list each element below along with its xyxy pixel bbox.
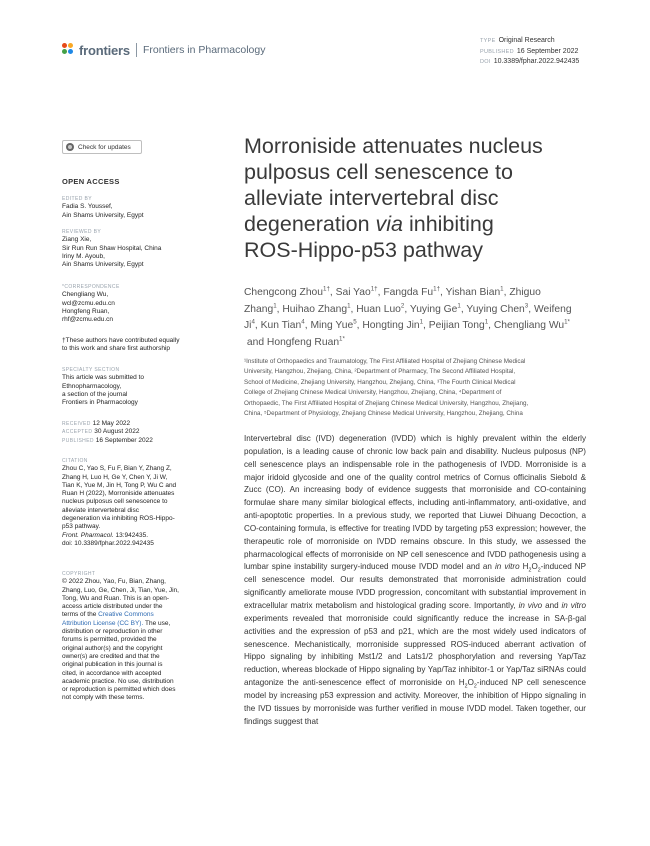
abstract-body: Intervertebral disc (IVD) degeneration (IVDD) which is highly prevalent within the elderly population, is a leading cause of chronic low back pain and disability. Nucleus pulposus (NP) cell senescence plays an indispensable role in the pathogenesis of IVDD. Morroniside is a major iridoid glycoside and one of the quality control metrics of Cornus officinalis Siebold & Zucc (CO). An increasing body of evidence suggests that morroniside and CO-containing formulae share many similar biological effects, including anti-inflammatory, anti-oxidative, and anti-apoptotic properties. In a previous study, we reported that Liuwei Dihuang Decoction, a CO-containing formula, is effective for treating IVDD by targeting p53 expression; however, the therapeutic role of morroniside on IVDD remains obscure. In this study, we assessed the pharmacological effects of morroniside on NP cell senescence and IVDD pathogenesis using a lumbar spine instability surgery-induced mouse IVDD model and an in vitro $H_2O_2$-induced NP cell senescence model. Our results demonstrated that morroniside administration could significantly ameliorate mouse IVDD progression, concomitant with substantial improvement in extracellular matrix metabolism and histological grading score. Importantly, in vivo and in vitro experiments revealed that morroniside could significantly reduce the increase in SA-β-gal activities and the expression of p53 and p21, which are the most widely used indicators of senescence. Mechanistically, morroniside suppressed ROS-induced aberrant activation of Hippo signaling by inhibiting Mst1/2 and Lats1/2 phosphorylation and reversing Yap/Taz reduction, whereas blockade of Hippo signaling by Yap/Taz inhibitor-1 or Yap/Taz siRNAs could antagonize the anti-senescence effect of morroniside on $H_2O_2$-induced NP cell senescence model by increasing p53 expression and activity. Moreover, the inhibition of Hippo signaling in the IVD tissues by morroniside was further verified in mouse IVDD model. Taken together, our findings suggest that xyxy=(244,434,586,726)
author-name[interactable]: Yuying Chen xyxy=(466,303,525,315)
author-separator: , xyxy=(254,320,261,332)
author-separator: , xyxy=(460,303,467,315)
logo-dot-1 xyxy=(62,43,67,48)
author-affiliation-marker: 4 xyxy=(301,318,305,326)
author-name[interactable]: Hongfeng Ruan xyxy=(266,336,340,348)
author-affiliation-marker: 1 xyxy=(347,302,351,310)
author-name[interactable]: Huihao Zhang xyxy=(282,303,348,315)
author-name[interactable]: Fangda Fu xyxy=(383,287,434,298)
meta-type: TYPE Original Research xyxy=(480,37,555,44)
check-updates-icon xyxy=(66,143,74,151)
author-separator: , xyxy=(423,320,429,332)
author-name[interactable]: Yuying Ge xyxy=(409,303,458,315)
author-affiliation-marker: 2 xyxy=(400,302,405,310)
open-access-label: OPEN ACCESS xyxy=(62,177,120,186)
author-name[interactable]: Yishan Bian xyxy=(445,287,501,298)
meta-doi[interactable]: DOI 10.3389/fphar.2022.942435 xyxy=(480,58,580,65)
author-affiliation-marker: 5 xyxy=(353,318,357,326)
author-name[interactable]: Sai Yao xyxy=(335,287,371,298)
author-affiliation-marker: 1† xyxy=(433,285,441,293)
author-affiliation-marker: 1† xyxy=(370,285,378,293)
logo-dot-4 xyxy=(68,49,73,54)
author-affiliation-marker: 1 xyxy=(419,318,424,326)
author-separator: , xyxy=(404,303,410,315)
check-for-updates-button[interactable] xyxy=(62,140,142,154)
citation-section: CITATION Zhou C, Yao S, Fu F, Bian Y, Zhang Z, Zhang H, Luo H, Ge Y, Chen Y, Ji W, Tian K, Yue M, Jin H, Tong P, Wu C and Ruan H (2022), Morroniside attenuates nucleus pulposus cell senescence to alleviate intervertebral disc degeneration via inhibiting ROS-Hippo- p53 pathway. Front. Pharmacol. 13:942435. doi: 10.3389/fphar.2022.942435 xyxy=(62,457,207,548)
frontiers-logo[interactable] xyxy=(62,42,266,58)
edited-by-section: EDITED BY Fadia S. Youssef, Ain Shams University, Egypt xyxy=(62,196,144,219)
license-link-cont[interactable]: Attribution License (CC BY). xyxy=(62,619,144,627)
author-affiliation-marker: 1† xyxy=(323,285,330,293)
author-affiliation-marker: 1* xyxy=(564,318,570,326)
author-separator: , xyxy=(377,287,384,298)
logo-text: frontiers xyxy=(79,42,130,58)
author-separator: , xyxy=(488,320,494,332)
reviewed-by-section: REVIEWED BY Ziang Xie, Sir Run Run Shaw Hospital, China Iriny M. Ayoub, Ain Shams University, Egypt xyxy=(62,229,162,269)
copyright-section: COPYRIGHT © 2022 Zhou, Yao, Fu, Bian, Zhang, Zhang, Luo, Ge, Chen, Ji, Tian, Yue, Jin, Tong, Wu and Ruan. This is an open- access article distributed under the terms of the Creative Commons Attribution License (CC BY). The use, distribution or reproduction in other forums is permitted, provided the original author(s) and the copyright owner(s) are credited and that the original publication in this journal is cited, in accordance with accepted academic practice. No use, distribution or reproduction is permitted which does not comply with these terms. xyxy=(62,571,179,702)
author-separator: , xyxy=(440,287,446,298)
logo-dot-3 xyxy=(62,49,67,54)
author-name[interactable]: Huan Luo xyxy=(356,303,401,315)
check-updates-label: Check for updates xyxy=(78,143,131,151)
affiliations: ¹Institute of Orthopaedics and Traumatology, The First Affiliated Hospital of Zhejiang Chinese Medical University, Hangzhou, Zhejiang, China, ²Department of Pharmacy, The Second Affiliated Hospital, School of Medicine, Zhejiang University, Hangzhou, Zhejiang, China, ³The Fourth Clinical Medical College of Zhejiang Chinese Medical University, Hangzhou, Zhejiang, China, ⁴Department of Orthopaedic, The First Affiliated Hospital of Zhejiang Chinese Medical University, Hangzhou, Zhejiang, China, ⁵Department of Physiology, Zhejiang Chinese Medical University, Hangzhou, Zhejiang, China xyxy=(244,358,529,418)
correspondence-email-1[interactable]: wcl@zcmu.edu.cn xyxy=(62,299,115,307)
author-name[interactable]: Zhiguo Zhang xyxy=(244,287,541,315)
author-affiliation-marker: 3 xyxy=(524,302,529,310)
author-separator: , xyxy=(276,303,283,315)
abstract xyxy=(244,433,586,728)
author-affiliation-marker: 1 xyxy=(457,302,461,310)
correspondence-section: *CORRESPONDENCE Chengliang Wu, wcl@zcmu.edu.cn Hongfeng Ruan, rhf@zcmu.edu.cn xyxy=(62,283,207,324)
author-separator: , xyxy=(304,320,311,332)
author-name[interactable]: Weifeng Ji xyxy=(244,303,572,332)
equal-contribution-note: †These authors have contributed equally to this work and share first authorship xyxy=(62,337,180,353)
article-meta xyxy=(480,36,579,68)
author-separator: , xyxy=(528,303,534,315)
author-affiliation-marker: 1 xyxy=(484,318,489,326)
meta-published: PUBLISHED 16 September 2022 xyxy=(480,47,579,55)
citation-doi[interactable]: doi: 10.3389/fphar.2022.942435 xyxy=(62,539,154,547)
author-name[interactable]: Ming Yue xyxy=(310,320,354,332)
author-affiliation-marker: 1 xyxy=(273,302,277,310)
logo-divider xyxy=(136,43,137,57)
license-link[interactable]: Creative Commons xyxy=(98,611,154,619)
author-name[interactable]: Peijian Tong xyxy=(428,320,485,332)
author-separator: and xyxy=(244,336,267,348)
author-list xyxy=(244,285,604,351)
author-name[interactable]: Kun Tian xyxy=(260,320,302,332)
logo-dot-2 xyxy=(68,43,73,48)
author-name[interactable]: Chengcong Zhou xyxy=(244,287,324,298)
author-separator: , xyxy=(503,287,510,298)
frontiers-logo-icon xyxy=(62,43,76,57)
author-name[interactable]: Hongting Jin xyxy=(362,320,420,332)
author-separator: , xyxy=(350,303,357,315)
journal-name: Frontiers in Pharmacology xyxy=(142,44,266,56)
dates-section: RECEIVED 12 May 2022 ACCEPTED 30 August 2022 PUBLISHED 16 September 2022 xyxy=(62,420,153,444)
specialty-section: SPECIALTY SECTION This article was submitted to Ethnopharmacology, a section of the journal Frontiers in Pharmacology xyxy=(62,367,145,407)
author-affiliation-marker: 4 xyxy=(251,318,255,326)
author-separator: , xyxy=(356,320,363,332)
article-title: Morroniside attenuates nucleus pulposus cell senescence to alleviate intervertebral disc degeneration via inhibiting ROS-Hippo-p53 pathway xyxy=(244,134,543,262)
author-affiliation-marker: 1* xyxy=(339,335,345,343)
author-separator: , xyxy=(329,287,336,298)
author-affiliation-marker: 1 xyxy=(500,285,504,293)
author-name[interactable]: Chengliang Wu xyxy=(493,320,565,332)
correspondence-email-2[interactable]: rhf@zcmu.edu.cn xyxy=(62,316,114,324)
